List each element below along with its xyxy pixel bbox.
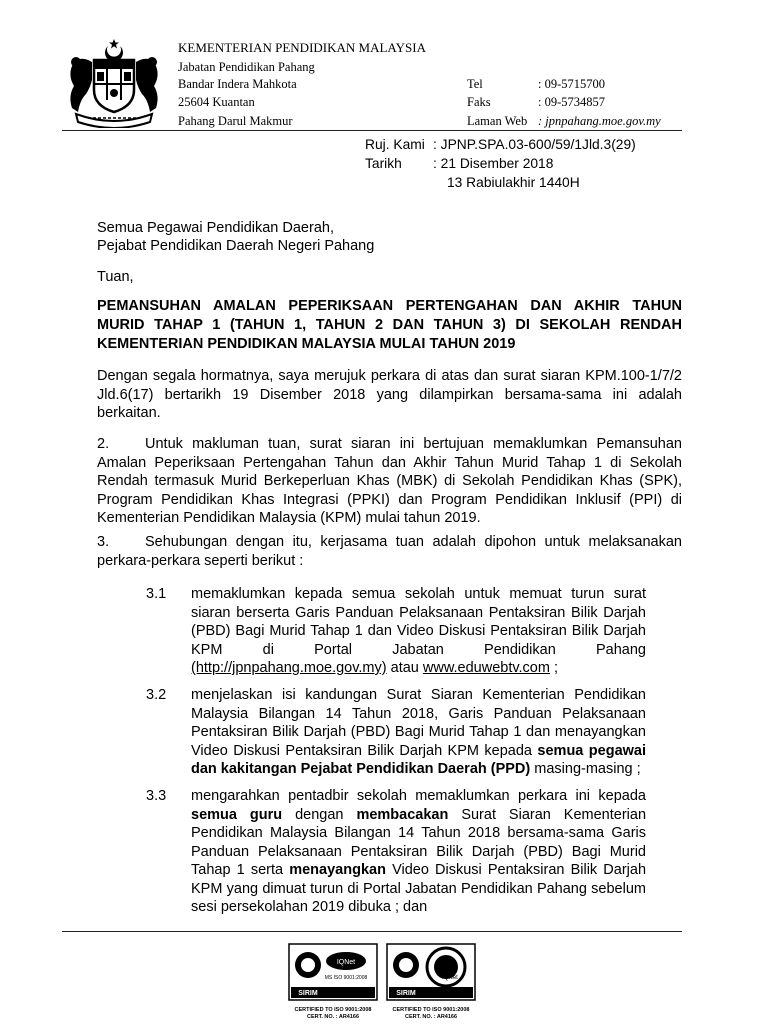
tel-label: Tel [467, 77, 483, 91]
logo-2-cert-line-1: CERTIFIED TO ISO 9001:2008 [392, 1007, 470, 1013]
item-3-2-number: 3.2 [146, 687, 167, 703]
date-label: Tarikh [365, 156, 402, 171]
item-3-3-bold-3: menayangkan [289, 862, 386, 878]
logo-2-cert-line-2: CERT. NO. : AR4166 [404, 1014, 458, 1020]
portal-link[interactable]: (http://jpnpahang.moe.gov.my) [191, 660, 387, 676]
footer-divider [62, 931, 682, 932]
item-3-1-text: memaklumkan kepada semua sekolah untuk memuat turun surat siaran berserta Garis Panduan Pelaksanaan Pentaksiran Bilik Darjah (PBD) Bagi Murid Tahap 1 dan Video Diskusi Pentaksiran Bilik Darjah KPM di Portal Jabatan Pendidikan Pahang [191, 586, 646, 658]
ministry-name: KEMENTERIAN PENDIDIKAN MALAYSIA [178, 40, 426, 55]
para-3-number: 3. [97, 534, 110, 550]
item-3-3-text-2: dengan [295, 806, 344, 823]
web-label: Laman Web [467, 114, 528, 128]
web-value[interactable]: : jpnpahang.moe.gov.my [538, 114, 661, 128]
logo-2-badge: IQNet [442, 975, 458, 981]
item-3-2-text: menjelaskan isi kandungan Surat Siaran Kementerian Pendidikan Malaysia Bilangan 14 Tahun 2018, Garis Panduan Pelaksanaan Pentaksiran Bilik Darjah (PBD) Bagi Murid Tahap 1 dan menayangkan Video Diskusi Pentaksiran Bilik Darjah KPM kepada [191, 687, 646, 759]
item-3-1-connector: atau [390, 660, 419, 676]
logo-1-badge: IQNet [336, 959, 356, 966]
para-2-number: 2. [97, 436, 110, 452]
item-3-2 [191, 686, 646, 779]
logo-1-brand: SIRIM [298, 990, 318, 997]
sirim-iqnet-logo-icon [288, 943, 378, 1001]
sirim-iqnet-cert-logo-2 [386, 943, 476, 1020]
para-2 [97, 435, 682, 528]
para-3-text: Sehubungan dengan itu, kerjasama tuan adalah dipohon untuk melaksanakan perkara-perkara seperti berikut : [97, 534, 682, 569]
fax-label: Faks [467, 95, 491, 109]
item-3-1 [191, 585, 646, 678]
department-name: Jabatan Pendidikan Pahang [178, 60, 315, 74]
item-3-3-text-3: Surat Siaran Kementerian Pendidikan Malaysia Bilangan 14 Tahun 2018 bersama-sama Garis Panduan Pelaksanaan Pentaksiran Bilik Darjah (PBD) Bagi Murid Tahap 1 serta [191, 806, 647, 878]
item-3-3-text-4: Video Diskusi Pentaksiran Bilik Darjah KPM yang dimuat turun di Portal Jabatan Pendidikan Pahang sebelum sesi persekolahan 2019 dibuka ; dan [191, 862, 647, 915]
para-2-text: Untuk makluman tuan, surat siaran ini bertujuan memaklumkan Pemansuhan Amalan Peperiksaan Pertengahan Tahun dan Akhir Tahun Murid Tahap 1 di Sekolah Rendah termasuk Murid Berkeperluan Khas (MBK) di Sekolah Pendidikan Khas (SPK), Program Pendidikan Khas Integrasi (PPKI) dan Program Pendidikan Inklusif (PPI) di Kementerian Pendidikan Malaysia (KPM) mulai tahun 2019. [97, 436, 682, 526]
salutation: Tuan, [97, 269, 134, 285]
recipient-line-1: Semua Pegawai Pendidikan Daerah, [97, 220, 334, 236]
item-3-3-bold-1: semua guru [191, 806, 283, 823]
letter-subject: PEMANSUHAN AMALAN PEPERIKSAAN PERTENGAHAN DAN AKHIR TAHUN MURID TAHAP 1 (TAHUN 1, TAHUN 2 DAN TAHUN 3) DI SEKOLAH RENDAH KEMENTERIAN PENDIDIKAN MALAYSIA MULAI TAHUN 2019 [97, 298, 682, 352]
item-3-1-number: 3.1 [146, 586, 167, 602]
fax-value: : 09-5734857 [538, 95, 606, 109]
sirim-iqnet-logo-icon [386, 943, 476, 1001]
address-line-2: 25604 Kuantan [178, 95, 255, 109]
sirim-iqnet-cert-logo-1 [288, 943, 378, 1020]
item-3-2-end: masing-masing ; [534, 761, 641, 777]
item-3-3 [191, 787, 646, 917]
address-line-3: Pahang Darul Makmur [178, 114, 293, 128]
recipient-line-2: Pejabat Pendidikan Daerah Negeri Pahang [97, 238, 375, 254]
item-3-3-bold-2: membacakan [356, 806, 449, 823]
ref-value: : JPNP.SPA.03-600/59/1Jld.3(29) [433, 137, 636, 152]
logo-1-cert-line-2: CERT. NO. : AR4166 [306, 1014, 360, 1020]
hijri-date: 13 Rabiulakhir 1440H [447, 175, 580, 190]
letterhead-divider [62, 130, 682, 131]
item-3-3-text-1: mengarahkan pentadbir sekolah memaklumkan perkara ini kepada [191, 788, 646, 804]
item-3-2-bold: semua pegawai dan kakitangan Pejabat Pendidikan Daerah (PPD) [191, 742, 647, 777]
logo-1-cert-line-1: CERTIFIED TO ISO 9001:2008 [294, 1007, 372, 1013]
logo-2-brand: SIRIM [396, 990, 416, 997]
address-line-1: Bandar Indera Mahkota [178, 77, 297, 91]
eduwebtv-link[interactable]: www.eduwebtv.com [422, 660, 550, 676]
ref-label: Ruj. Kami [365, 137, 425, 152]
item-3-1-end: ; [553, 660, 559, 676]
item-3-3-number: 3.3 [146, 788, 167, 804]
malaysia-coat-of-arms-icon [62, 38, 166, 128]
para-intro: Dengan segala hormatnya, saya merujuk perkara di atas dan surat siaran KPM.100-1/7/2 Jld.6(17) bertarikh 19 Disember 2018 yang dilampirkan bersama-sama ini adalah berkaitan. [97, 368, 682, 421]
para-3 [97, 533, 682, 570]
logo-1-small: MS ISO 9001:2008 [324, 975, 368, 981]
tel-value: : 09-5715700 [538, 77, 606, 91]
date-value: : 21 Disember 2018 [433, 156, 554, 171]
